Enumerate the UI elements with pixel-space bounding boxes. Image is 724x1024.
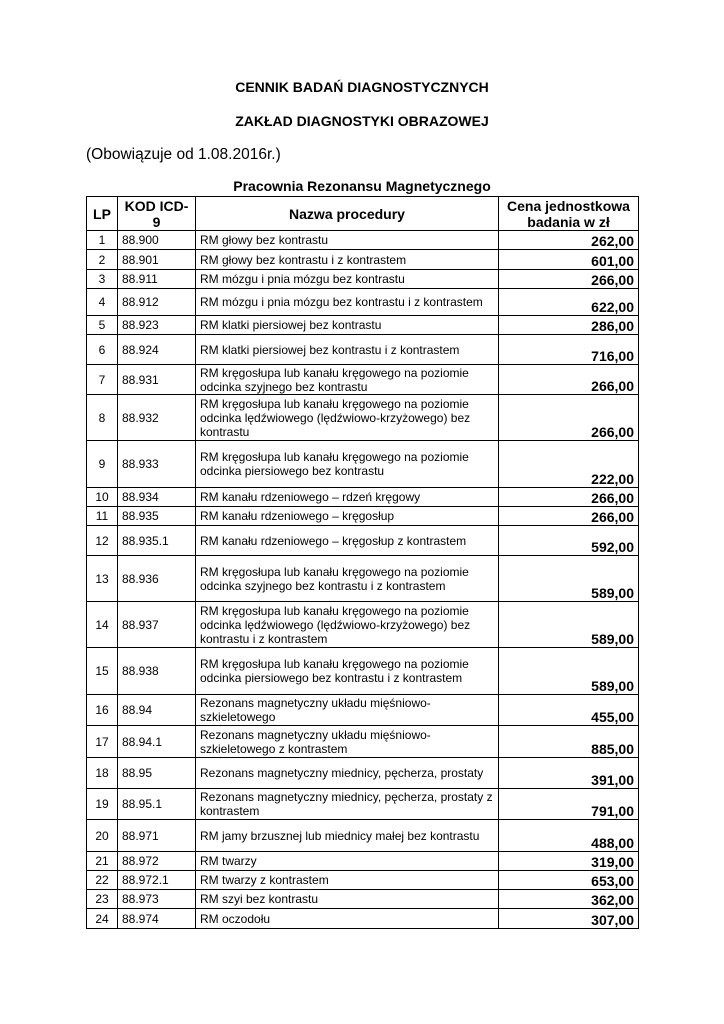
row-code: 88.94 (118, 695, 196, 726)
row-procedure-name: RM kręgosłupa lub kanału kręgowego na poziomie odcinka szyjnego bez kontrastu (196, 365, 499, 395)
row-lp: 6 (87, 335, 118, 365)
table-row (87, 250, 639, 270)
row-procedure-name: RM głowy bez kontrastu i z kontrastem (196, 250, 499, 270)
row-procedure-name: RM twarzy (196, 852, 499, 871)
row-price: 589,00 (499, 556, 639, 602)
row-procedure-name: RM mózgu i pnia mózgu bez kontrastu i z kontrastem (196, 289, 499, 316)
row-price: 592,00 (499, 526, 639, 556)
table-row (87, 602, 639, 648)
row-procedure-name: RM oczodołu (196, 909, 499, 929)
table-row (87, 726, 639, 758)
row-lp: 15 (87, 648, 118, 695)
row-price: 266,00 (499, 395, 639, 441)
row-procedure-name: RM kanału rdzeniowego – rdzeń kręgowy (196, 488, 499, 507)
table-row (87, 820, 639, 852)
section-title: Pracownia Rezonansu Magnetycznego (233, 178, 491, 194)
row-code: 88.932 (118, 395, 196, 441)
table-row (87, 890, 639, 909)
header-name: Nazwa procedury (196, 197, 499, 231)
price-table (86, 196, 639, 929)
row-procedure-name: Rezonans magnetyczny układu mięśniowo-szkieletowego z kontrastem (196, 726, 499, 758)
row-code: 88.900 (118, 231, 196, 250)
validity-note: (Obowiązuje od 1.08.2016r.) (86, 146, 281, 163)
document-title: CENNIK BADAŃ DIAGNOSTYCZNYCH (235, 79, 489, 95)
row-procedure-name: Rezonans magnetyczny miednicy, pęcherza, prostaty z kontrastem (196, 789, 499, 820)
row-lp: 18 (87, 758, 118, 789)
row-lp: 13 (87, 556, 118, 602)
row-lp: 22 (87, 871, 118, 890)
row-procedure-name: RM kręgosłupa lub kanału kręgowego na poziomie odcinka piersiowego bez kontrastu i z kontrastem (196, 648, 499, 695)
row-lp: 14 (87, 602, 118, 648)
row-code: 88.923 (118, 316, 196, 335)
row-lp: 8 (87, 395, 118, 441)
row-price: 488,00 (499, 820, 639, 852)
row-code: 88.936 (118, 556, 196, 602)
row-procedure-name: RM kręgosłupa lub kanału kręgowego na poziomie odcinka lędźwiowego (lędźwiowo-krzyżowego) bez kontrastu (196, 395, 499, 441)
row-code: 88.974 (118, 909, 196, 929)
table-row (87, 507, 639, 526)
row-lp: 5 (87, 316, 118, 335)
table-row (87, 441, 639, 488)
row-code: 88.972.1 (118, 871, 196, 890)
row-code: 88.973 (118, 890, 196, 909)
row-price: 362,00 (499, 890, 639, 909)
row-code: 88.935 (118, 507, 196, 526)
row-price: 589,00 (499, 648, 639, 695)
row-price: 601,00 (499, 250, 639, 270)
row-price: 391,00 (499, 758, 639, 789)
row-procedure-name: RM mózgu i pnia mózgu bez kontrastu (196, 270, 499, 289)
table-header-row (87, 197, 639, 231)
table-row (87, 316, 639, 335)
table-row (87, 395, 639, 441)
row-procedure-name: RM szyi bez kontrastu (196, 890, 499, 909)
table-body (87, 231, 639, 929)
row-lp: 20 (87, 820, 118, 852)
table-row (87, 648, 639, 695)
row-lp: 17 (87, 726, 118, 758)
row-code: 88.933 (118, 441, 196, 488)
table-row (87, 335, 639, 365)
row-lp: 12 (87, 526, 118, 556)
row-code: 88.938 (118, 648, 196, 695)
row-procedure-name: RM kanału rdzeniowego – kręgosłup (196, 507, 499, 526)
row-code: 88.972 (118, 852, 196, 871)
row-lp: 2 (87, 250, 118, 270)
row-lp: 3 (87, 270, 118, 289)
table-row (87, 695, 639, 726)
table-row (87, 231, 639, 250)
row-code: 88.924 (118, 335, 196, 365)
row-procedure-name: RM kręgosłupa lub kanału kręgowego na poziomie odcinka lędźwiowego (lędźwiowo-krzyżowego) bez kontrastu i z kontrastem (196, 602, 499, 648)
row-lp: 10 (87, 488, 118, 507)
row-price: 286,00 (499, 316, 639, 335)
row-code: 88.912 (118, 289, 196, 316)
row-price: 307,00 (499, 909, 639, 929)
row-price: 266,00 (499, 507, 639, 526)
table-row (87, 556, 639, 602)
row-price: 319,00 (499, 852, 639, 871)
row-code: 88.911 (118, 270, 196, 289)
row-procedure-name: RM jamy brzusznej lub miednicy małej bez kontrastu (196, 820, 499, 852)
row-code: 88.935.1 (118, 526, 196, 556)
header-lp: LP (87, 197, 118, 231)
table-row (87, 871, 639, 890)
row-lp: 23 (87, 890, 118, 909)
row-procedure-name: RM kręgosłupa lub kanału kręgowego na poziomie odcinka szyjnego bez kontrastu i z kontrastem (196, 556, 499, 602)
row-procedure-name: Rezonans magnetyczny miednicy, pęcherza, prostaty (196, 758, 499, 789)
row-lp: 16 (87, 695, 118, 726)
table-row (87, 289, 639, 316)
table-row (87, 270, 639, 289)
row-procedure-name: Rezonans magnetyczny układu mięśniowo-szkieletowego (196, 695, 499, 726)
row-code: 88.931 (118, 365, 196, 395)
row-code: 88.971 (118, 820, 196, 852)
row-procedure-name: RM klatki piersiowej bez kontrastu i z kontrastem (196, 335, 499, 365)
row-procedure-name: RM kanału rdzeniowego – kręgosłup z kontrastem (196, 526, 499, 556)
document-subtitle: ZAKŁAD DIAGNOSTYKI OBRAZOWEJ (235, 113, 489, 129)
row-lp: 19 (87, 789, 118, 820)
row-procedure-name: RM twarzy z kontrastem (196, 871, 499, 890)
row-lp: 11 (87, 507, 118, 526)
row-lp: 21 (87, 852, 118, 871)
row-procedure-name: RM głowy bez kontrastu (196, 231, 499, 250)
table-row (87, 789, 639, 820)
table-row (87, 365, 639, 395)
row-code: 88.934 (118, 488, 196, 507)
row-lp: 24 (87, 909, 118, 929)
table-row (87, 488, 639, 507)
row-code: 88.95.1 (118, 789, 196, 820)
row-price: 266,00 (499, 270, 639, 289)
table-row (87, 758, 639, 789)
row-price: 222,00 (499, 441, 639, 488)
row-code: 88.94.1 (118, 726, 196, 758)
row-procedure-name: RM klatki piersiowej bez kontrastu (196, 316, 499, 335)
row-procedure-name: RM kręgosłupa lub kanału kręgowego na poziomie odcinka piersiowego bez kontrastu (196, 441, 499, 488)
row-lp: 4 (87, 289, 118, 316)
row-price: 266,00 (499, 365, 639, 395)
row-price: 791,00 (499, 789, 639, 820)
row-lp: 7 (87, 365, 118, 395)
row-price: 262,00 (499, 231, 639, 250)
row-lp: 9 (87, 441, 118, 488)
row-price: 266,00 (499, 488, 639, 507)
row-price: 622,00 (499, 289, 639, 316)
table-row (87, 909, 639, 929)
row-price: 885,00 (499, 726, 639, 758)
row-lp: 1 (87, 231, 118, 250)
row-price: 716,00 (499, 335, 639, 365)
row-price: 589,00 (499, 602, 639, 648)
header-kod: KOD ICD-9 (118, 197, 196, 231)
table-row (87, 526, 639, 556)
header-price: Cena jednostkowa badania w zł (499, 197, 639, 231)
row-code: 88.937 (118, 602, 196, 648)
row-code: 88.901 (118, 250, 196, 270)
row-price: 455,00 (499, 695, 639, 726)
table-row (87, 852, 639, 871)
row-code: 88.95 (118, 758, 196, 789)
row-price: 653,00 (499, 871, 639, 890)
